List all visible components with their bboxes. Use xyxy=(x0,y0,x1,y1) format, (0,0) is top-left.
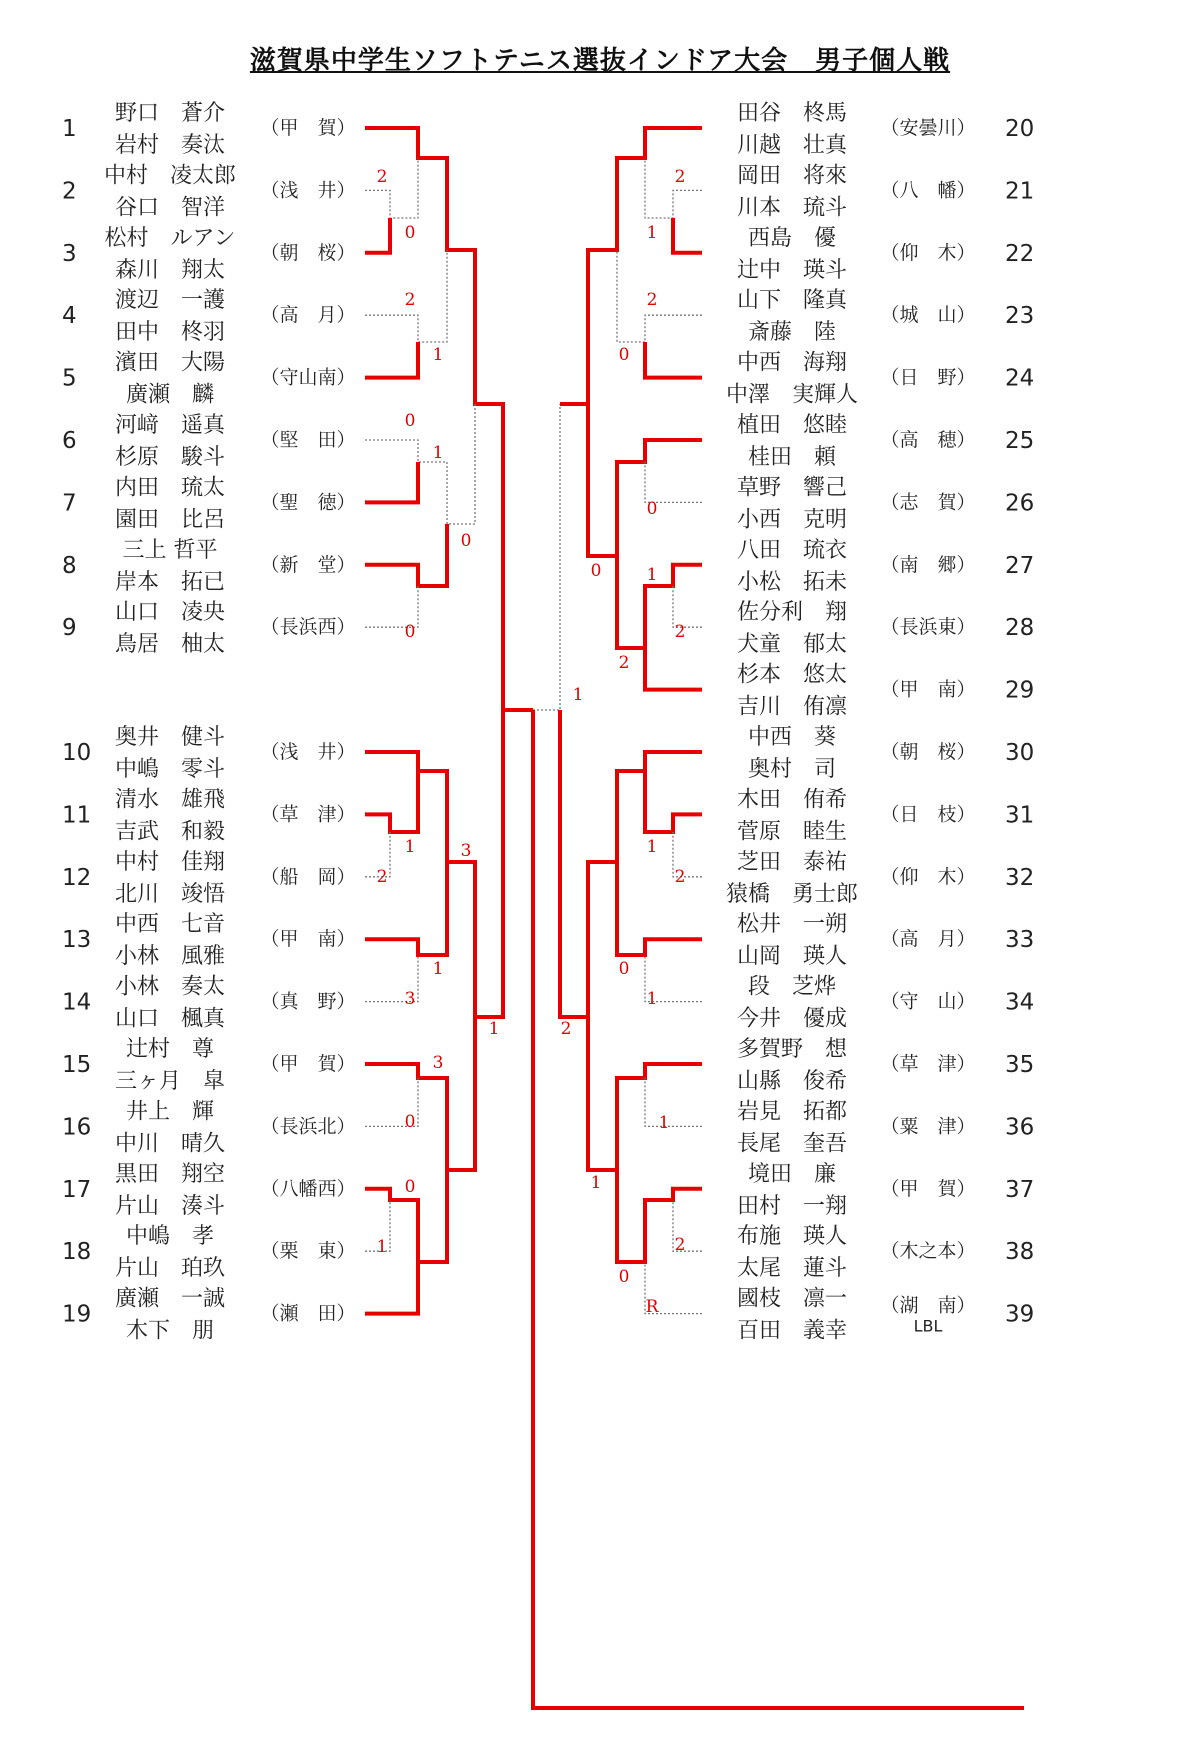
player-name: 山口 凌央 xyxy=(114,600,226,626)
player-name: 中嶋 零斗 xyxy=(114,757,226,782)
player-name: 小西 克明 xyxy=(736,507,848,533)
entry-number: 15 xyxy=(62,1052,92,1078)
player-name: 川越 壮真 xyxy=(736,133,848,158)
player-name: 川本 琉斗 xyxy=(736,195,848,221)
team-name: （長浜西） xyxy=(260,616,356,639)
match-score: 2 xyxy=(376,867,388,887)
team-name: （草 津） xyxy=(880,1053,976,1075)
entry-number: 6 xyxy=(62,428,77,454)
match-score: 0 xyxy=(618,345,630,365)
match-score: 1 xyxy=(590,1173,602,1193)
bracket-labels xyxy=(62,101,1034,1344)
match-score: 0 xyxy=(646,499,658,519)
match-score: 1 xyxy=(432,345,444,365)
entry-number: 34 xyxy=(1005,989,1035,1016)
match-score: 0 xyxy=(460,531,472,551)
entry-number: 24 xyxy=(1005,365,1035,392)
team-name: （日 野） xyxy=(880,366,976,389)
player-name: 百田 義幸 xyxy=(736,1318,848,1344)
player-name: 田谷 柊馬 xyxy=(736,101,848,126)
team-name: （安曇川） xyxy=(880,117,976,139)
match-score: 0 xyxy=(618,1267,630,1287)
loser-path xyxy=(533,404,560,710)
entry-number: 29 xyxy=(1005,677,1035,704)
winner-path xyxy=(560,710,702,1017)
player-name: 桂田 頼 xyxy=(747,445,837,470)
team-name: （草 津） xyxy=(260,803,356,826)
loser-path xyxy=(365,158,418,218)
entry-number: 16 xyxy=(62,1114,92,1141)
team-name: （浅 井） xyxy=(260,179,356,202)
player-name: 木下 朋 xyxy=(125,1318,215,1344)
team-name: （栗 東） xyxy=(260,1240,356,1263)
entry-number: 4 xyxy=(62,303,77,330)
entry-number: 11 xyxy=(62,802,92,829)
team-name: （守 山） xyxy=(880,990,976,1013)
entry-number: 2 xyxy=(62,178,77,205)
player-name: 岸本 拓已 xyxy=(114,569,226,595)
player-name: 中村 凌太郎 xyxy=(103,163,237,189)
player-name: 犬童 郁太 xyxy=(736,632,848,658)
match-score: 0 xyxy=(404,1112,416,1132)
player-name: 中村 佳翔 xyxy=(114,849,226,875)
entry-number: 31 xyxy=(1005,802,1035,829)
player-name: 田村 一翔 xyxy=(736,1193,848,1219)
team-name: （甲 賀） xyxy=(260,1053,356,1075)
player-name: 井上 輝 xyxy=(125,1099,215,1125)
match-score: 3 xyxy=(460,841,472,861)
entry-number: 38 xyxy=(1005,1239,1035,1266)
player-name: 草野 響己 xyxy=(736,475,848,501)
player-name: 菅原 睦生 xyxy=(736,819,848,845)
player-name: 吉川 侑凛 xyxy=(736,694,848,720)
player-name: 渡辺 一護 xyxy=(114,288,226,314)
entry-number: 8 xyxy=(62,552,77,579)
match-score: 1 xyxy=(646,223,658,243)
player-name: 辻村 尊 xyxy=(125,1037,215,1062)
entry-number: 28 xyxy=(1005,615,1035,642)
winner-path xyxy=(645,342,702,378)
team-name: （長浜北） xyxy=(260,1115,356,1138)
player-name: 吉武 和毅 xyxy=(114,819,226,845)
player-name: 山口 楓真 xyxy=(114,1006,226,1032)
page-title: 滋賀県中学生ソフトテニス選抜インドア大会 男子個人戦 xyxy=(249,46,951,76)
entry-number: 17 xyxy=(62,1176,92,1203)
player-name: 太尾 蓮斗 xyxy=(736,1256,848,1282)
team-name: （新 堂） xyxy=(260,553,356,576)
player-name: 松村 ルアン xyxy=(104,225,236,251)
player-name: 濱田 大陽 xyxy=(114,350,226,376)
player-name: 森川 翔太 xyxy=(114,257,226,283)
team-name: （守山南） xyxy=(260,366,356,389)
team-name: （甲 賀） xyxy=(260,117,356,139)
player-name: 今井 優成 xyxy=(736,1006,848,1032)
player-name: 布施 瑛人 xyxy=(736,1224,848,1250)
match-score: 2 xyxy=(376,167,388,187)
player-name: 斎藤 陸 xyxy=(747,320,837,346)
entry-number: 18 xyxy=(62,1239,92,1266)
entry-number: 3 xyxy=(62,240,77,267)
loser-path xyxy=(645,1078,702,1126)
player-name: 八田 琉衣 xyxy=(736,537,848,563)
player-name: 小林 奏太 xyxy=(114,974,226,1000)
match-score: 2 xyxy=(674,167,686,187)
match-score: 1 xyxy=(658,1113,670,1133)
entry-number: 12 xyxy=(62,864,92,891)
match-score: 1 xyxy=(432,959,444,979)
entry-number: 7 xyxy=(62,490,77,517)
team-name: （粟 津） xyxy=(880,1115,976,1138)
match-score: 1 xyxy=(646,989,658,1009)
match-score: 1 xyxy=(404,837,416,857)
match-score: 3 xyxy=(404,989,416,1009)
winner-path xyxy=(365,462,418,502)
match-score: 1 xyxy=(376,1237,388,1257)
player-name: 河﨑 遥真 xyxy=(114,413,226,438)
team-name: （高 月） xyxy=(260,304,356,327)
player-name: 中川 晴久 xyxy=(114,1131,226,1157)
player-name: 多賀野 想 xyxy=(736,1037,848,1062)
player-name: 小松 拓未 xyxy=(736,569,848,595)
player-name: 片山 珀玖 xyxy=(114,1256,226,1282)
loser-path xyxy=(645,158,702,218)
team-name: （朝 桜） xyxy=(260,241,356,264)
player-name: 中西 七音 xyxy=(114,912,226,938)
team-name: （甲 南） xyxy=(880,678,976,701)
entry-number: 21 xyxy=(1005,178,1035,205)
match-score: 2 xyxy=(674,622,686,642)
player-name: 北川 竣悟 xyxy=(114,881,226,907)
entry-number: 22 xyxy=(1005,240,1035,267)
team-name: （城 山） xyxy=(880,304,976,327)
match-score: 0 xyxy=(404,622,416,642)
entry-number: 19 xyxy=(62,1301,92,1328)
player-name: 三ヶ月 皐 xyxy=(114,1069,226,1094)
player-name: 山下 隆真 xyxy=(736,288,848,314)
player-name: 中西 葵 xyxy=(747,725,837,750)
player-name: 中西 海翔 xyxy=(736,350,848,376)
team-name: （木之本） xyxy=(880,1240,976,1263)
team-name: （八 幡） xyxy=(880,179,976,202)
player-name: 岡田 将來 xyxy=(736,163,848,189)
match-score: 1 xyxy=(432,443,444,463)
entry-number: 9 xyxy=(62,615,77,642)
team-name: （高 穂） xyxy=(880,429,976,451)
entry-number: 5 xyxy=(62,365,77,392)
player-name: 三上 哲平 xyxy=(122,537,218,563)
player-name: 谷口 智洋 xyxy=(114,195,226,221)
player-name: 園田 比呂 xyxy=(114,507,226,533)
winner-path xyxy=(365,1017,475,1170)
team-sub-label: LBL xyxy=(913,1316,943,1336)
team-name: （志 賀） xyxy=(880,491,976,514)
winner-path xyxy=(365,218,390,253)
entry-number: 1 xyxy=(62,116,77,142)
entry-number: 30 xyxy=(1005,740,1035,766)
winner-path xyxy=(673,218,702,253)
match-score: R xyxy=(645,1297,659,1317)
match-score: 2 xyxy=(560,1019,572,1039)
team-name: （八幡西） xyxy=(260,1177,356,1200)
match-score: 1 xyxy=(488,1019,500,1039)
match-score: 0 xyxy=(404,223,416,243)
team-name: （船 岡） xyxy=(260,865,356,888)
winner-path xyxy=(365,1262,418,1314)
team-name: （甲 賀） xyxy=(880,1177,976,1200)
player-name: 奥村 司 xyxy=(747,757,837,782)
match-score: 2 xyxy=(646,290,658,310)
match-score: 2 xyxy=(404,290,416,310)
player-name: 廣瀬 一誠 xyxy=(114,1286,226,1312)
player-name: 國枝 凛一 xyxy=(736,1286,848,1312)
player-name: 芝田 泰祐 xyxy=(736,849,848,875)
winner-path xyxy=(617,556,702,648)
player-name: 岩村 奏汰 xyxy=(114,133,226,158)
match-score: 1 xyxy=(572,685,584,705)
team-name: （浅 井） xyxy=(260,741,356,763)
player-name: 中嶋 孝 xyxy=(125,1224,215,1250)
entry-number: 14 xyxy=(62,989,92,1016)
entry-number: 13 xyxy=(62,927,92,954)
entry-number: 20 xyxy=(1005,116,1035,142)
player-name: 小林 風雅 xyxy=(114,944,226,970)
bracket-lines xyxy=(365,128,1024,1708)
loser-path xyxy=(645,462,702,502)
player-name: 岩見 拓都 xyxy=(736,1099,848,1125)
winner-path xyxy=(365,524,447,586)
player-name: 田中 柊羽 xyxy=(114,320,226,346)
match-score: 0 xyxy=(404,1177,416,1197)
match-score: 0 xyxy=(618,959,630,979)
winner-path xyxy=(617,862,702,955)
player-name: 廣瀬 麟 xyxy=(125,382,215,408)
team-name: （聖 徳） xyxy=(260,491,356,514)
team-name: （高 月） xyxy=(880,928,976,951)
player-name: 長尾 奎吾 xyxy=(736,1131,848,1157)
entry-number: 23 xyxy=(1005,303,1035,330)
team-name: （朝 桜） xyxy=(880,741,976,763)
player-name: 野口 蒼介 xyxy=(114,101,226,126)
player-name: 山縣 俊希 xyxy=(736,1069,848,1094)
player-name: 猿橋 勇士郎 xyxy=(725,881,859,907)
player-name: 奥井 健斗 xyxy=(114,725,226,750)
player-name: 境田 廉 xyxy=(747,1161,837,1187)
match-score: 3 xyxy=(432,1053,444,1073)
player-name: 清水 雄飛 xyxy=(114,787,226,813)
entry-number: 39 xyxy=(1005,1301,1035,1328)
team-name: （長浜東） xyxy=(880,616,976,639)
team-name: （仰 木） xyxy=(880,241,976,264)
match-score: 2 xyxy=(674,867,686,887)
entry-number: 10 xyxy=(62,740,92,766)
team-name: （仰 木） xyxy=(880,865,976,888)
player-name: 杉原 駿斗 xyxy=(114,445,226,470)
match-score: 1 xyxy=(646,565,658,585)
loser-path xyxy=(617,250,702,342)
team-name: （日 枝） xyxy=(880,803,976,826)
team-name: （湖 南） xyxy=(880,1294,976,1317)
player-name: 松井 一朔 xyxy=(736,912,848,938)
team-name: （瀬 田） xyxy=(260,1302,356,1325)
match-score: 0 xyxy=(404,411,416,431)
player-name: 辻中 瑛斗 xyxy=(736,257,848,283)
entry-number: 32 xyxy=(1005,864,1035,891)
entry-number: 25 xyxy=(1005,428,1035,454)
entry-number: 27 xyxy=(1005,552,1035,579)
player-name: 黒田 翔空 xyxy=(114,1161,226,1187)
winner-path xyxy=(365,771,418,832)
player-name: 西島 優 xyxy=(747,225,837,251)
player-name: 杉本 悠太 xyxy=(736,662,848,688)
player-name: 木田 侑希 xyxy=(736,787,848,813)
winner-path xyxy=(645,648,702,690)
team-name: （甲 南） xyxy=(260,928,356,951)
winner-path xyxy=(588,404,702,556)
match-score: 1 xyxy=(646,837,658,857)
team-name: （南 郷） xyxy=(880,553,976,576)
match-score: 0 xyxy=(590,561,602,581)
player-name: 片山 湊斗 xyxy=(114,1193,226,1219)
entry-number: 26 xyxy=(1005,490,1035,517)
entry-number: 33 xyxy=(1005,927,1035,954)
winner-path xyxy=(645,771,702,832)
player-name: 中澤 実輝人 xyxy=(725,382,859,408)
winner-path xyxy=(617,1170,702,1262)
player-name: 佐分利 翔 xyxy=(736,600,848,626)
player-name: 鳥居 柚太 xyxy=(114,632,226,658)
entry-number: 37 xyxy=(1005,1176,1035,1203)
team-name: （真 野） xyxy=(260,990,356,1013)
player-name: 段 芝烨 xyxy=(747,974,837,1000)
player-name: 植田 悠睦 xyxy=(736,413,848,438)
player-name: 山岡 瑛人 xyxy=(736,944,848,970)
winner-path xyxy=(365,342,418,378)
team-name: （堅 田） xyxy=(260,429,356,451)
entry-number: 36 xyxy=(1005,1114,1035,1141)
match-score: 2 xyxy=(618,653,630,673)
player-name: 内田 琉太 xyxy=(114,475,226,501)
entry-number: 35 xyxy=(1005,1052,1035,1078)
match-score: 2 xyxy=(674,1235,686,1255)
